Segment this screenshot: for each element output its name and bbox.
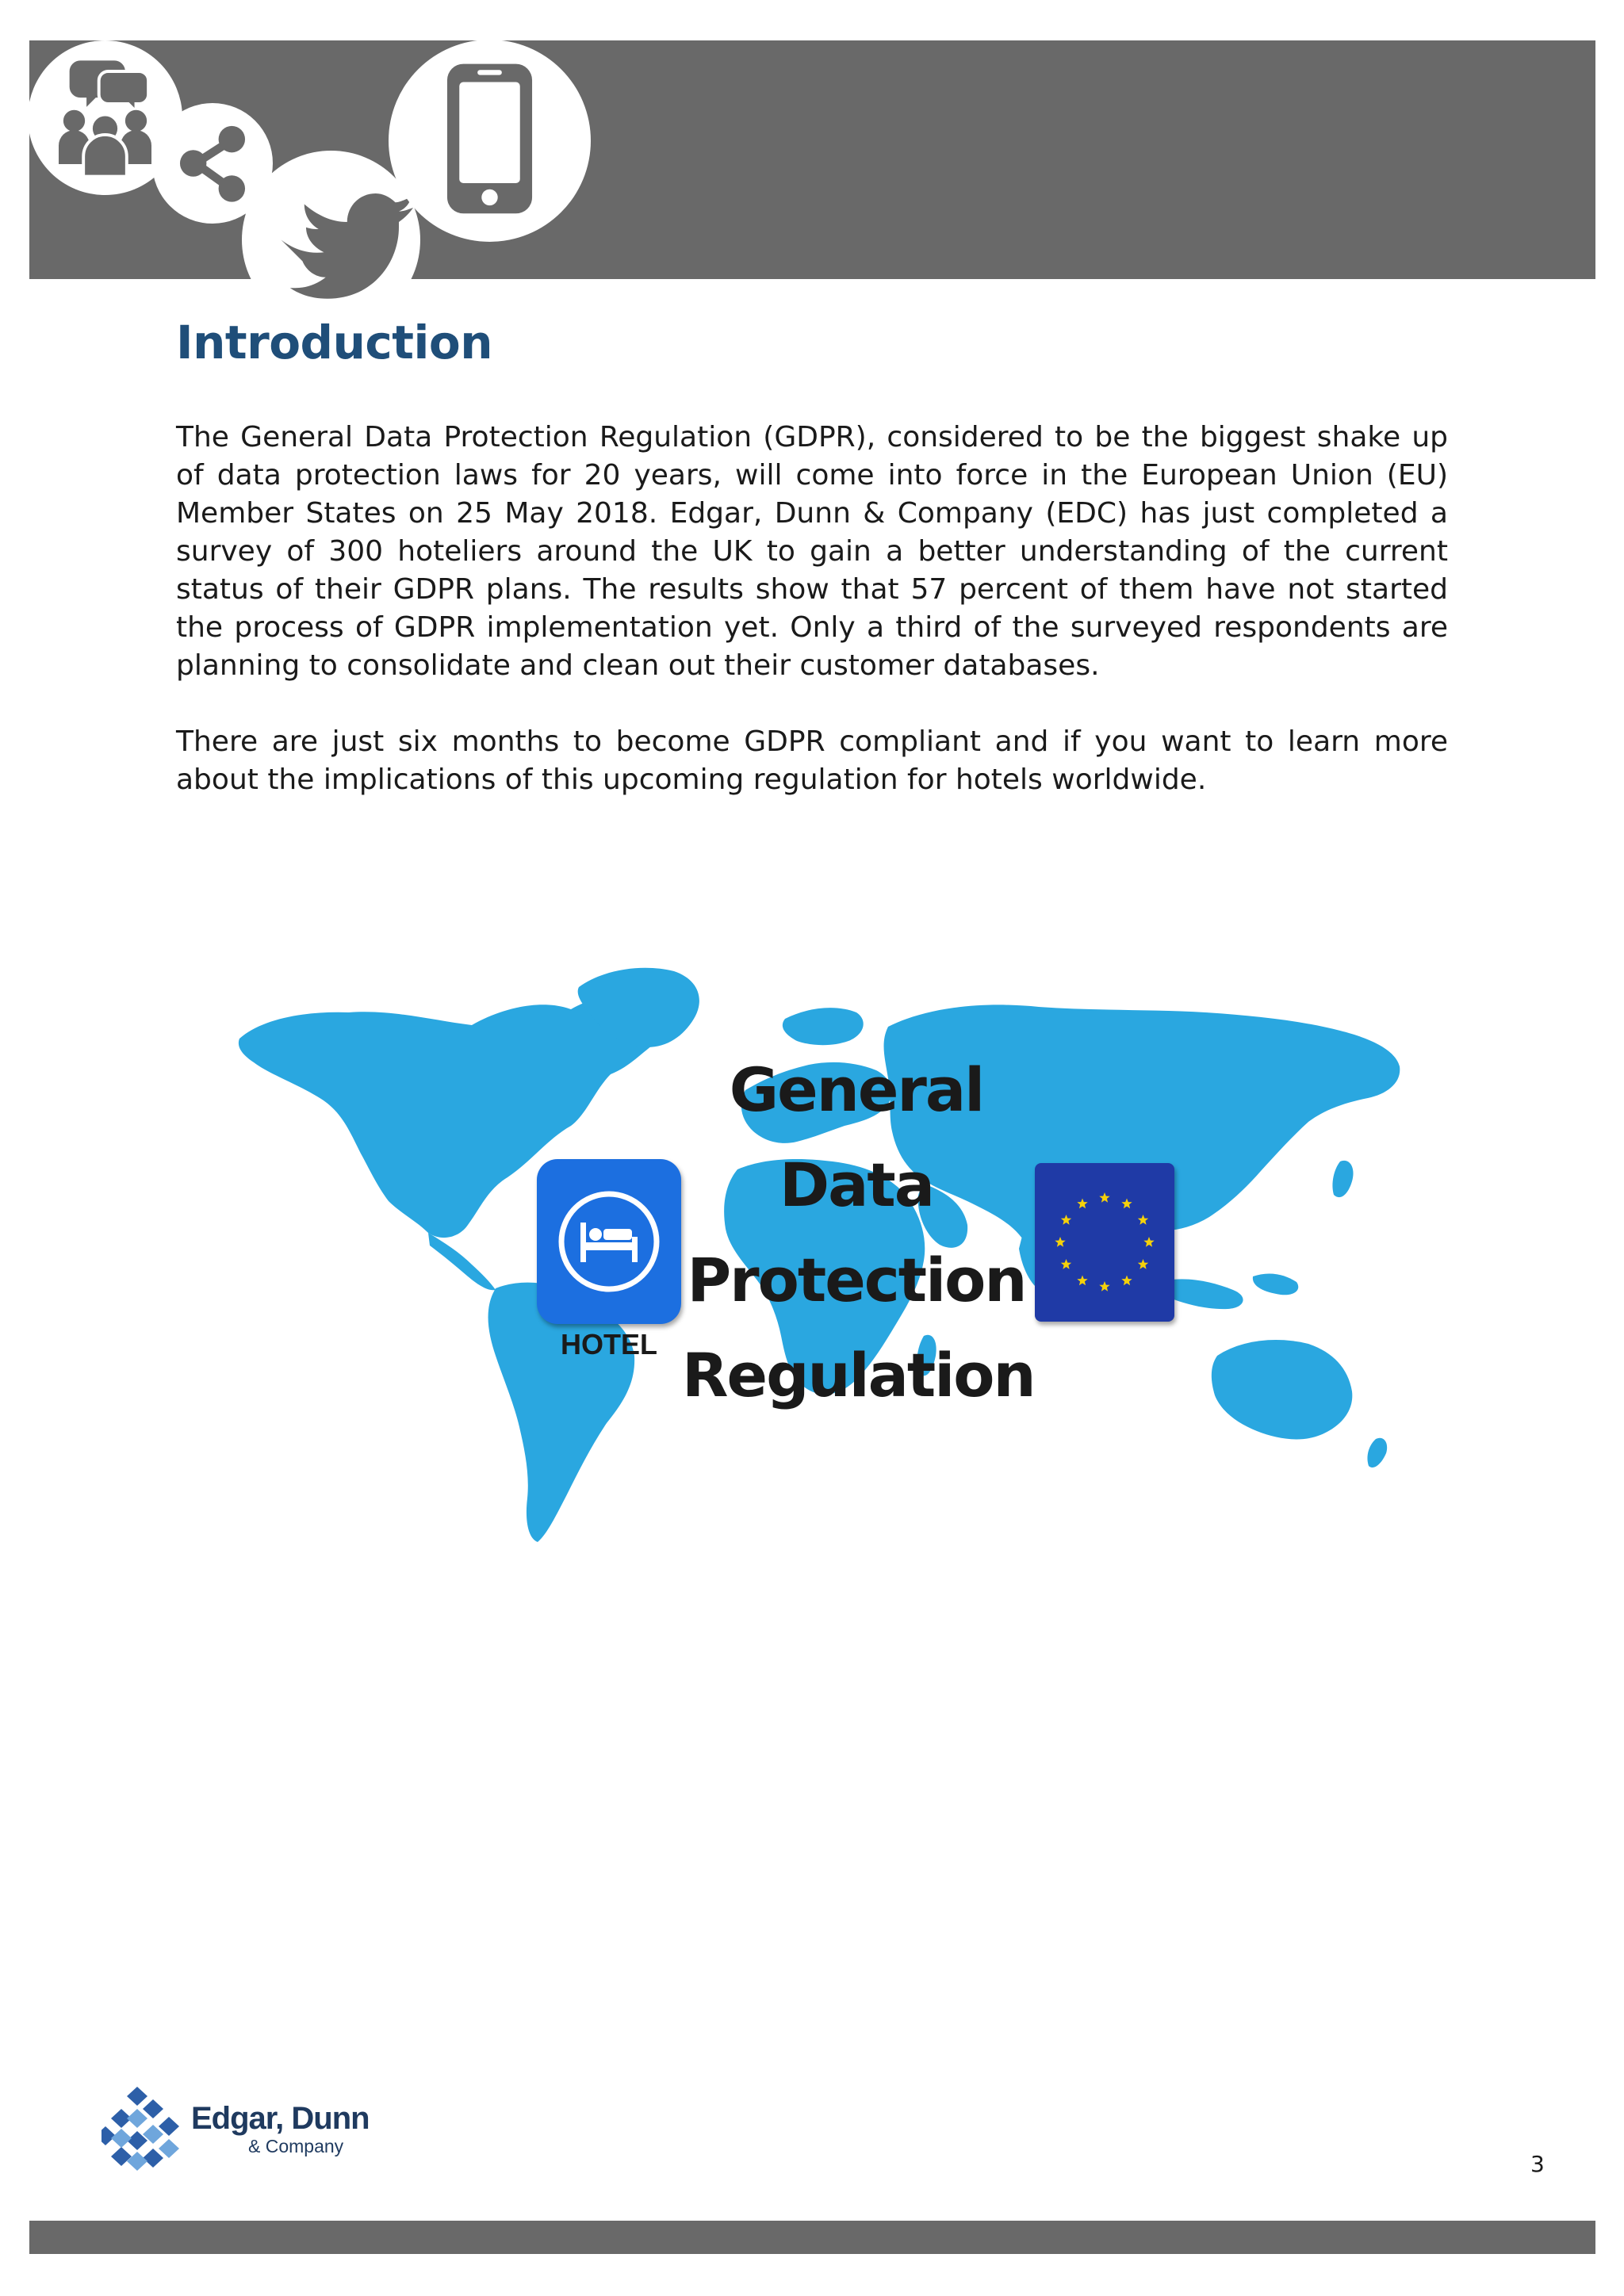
eu-star xyxy=(1061,1259,1071,1269)
gdpr-figure-title xyxy=(682,1043,1035,1423)
eu-star xyxy=(1077,1276,1087,1286)
gdpr-title-line: General xyxy=(729,1054,984,1125)
eu-star xyxy=(1099,1281,1109,1292)
logo-mark xyxy=(102,2085,193,2172)
eu-star xyxy=(1138,1215,1148,1225)
eu-star xyxy=(1143,1237,1154,1247)
gdpr-title-line: Regulation xyxy=(682,1340,1035,1410)
edgar-dunn-logo xyxy=(102,2085,370,2172)
intro-paragraph: The General Data Protection Regulation (GDPR), considered to be the biggest shake up of data protection laws for 20 years, will come into force in the European Union (EU) Member States on 25 May 2018. Edgar, Dunn & Company (EDC) has just completed a survey of 300 hoteliers around the UK to gain a better understanding of the current status of their GDPR plans. The results show that 57 percent of them have not started the process of GDPR implementation yet. Only a third of the surveyed respondents are planning to consolidate and clean out their customer databases. xyxy=(176,421,1448,682)
eu-star xyxy=(1099,1192,1109,1203)
eu-star xyxy=(1077,1199,1087,1209)
smartphone-icon xyxy=(389,40,591,242)
gdpr-title-line: Data xyxy=(779,1150,933,1220)
eu-star xyxy=(1138,1259,1148,1269)
eu-star xyxy=(1121,1276,1132,1286)
eu-flag xyxy=(1035,1163,1174,1322)
page-title: Introduction xyxy=(176,316,492,369)
page-number: 3 xyxy=(1530,2151,1545,2177)
footer-band xyxy=(29,2221,1595,2254)
closing-paragraph: There are just six months to become GDPR compliant and if you want to learn more about the implications of this upcoming regulation for hotels worldwide. xyxy=(176,725,1448,796)
body-text xyxy=(176,419,1448,837)
hotel-label: HOTEL xyxy=(561,1328,657,1360)
gdpr-figure xyxy=(230,963,1411,1550)
eu-star xyxy=(1055,1237,1065,1247)
hotel-bed-icon xyxy=(537,1159,681,1324)
logo-subtitle: & Company xyxy=(248,2136,344,2156)
eu-star xyxy=(1061,1215,1071,1225)
eu-star xyxy=(1121,1199,1132,1209)
logo-name: Edgar, Dunn xyxy=(191,2101,370,2136)
gdpr-title-line: Protection xyxy=(687,1245,1026,1315)
